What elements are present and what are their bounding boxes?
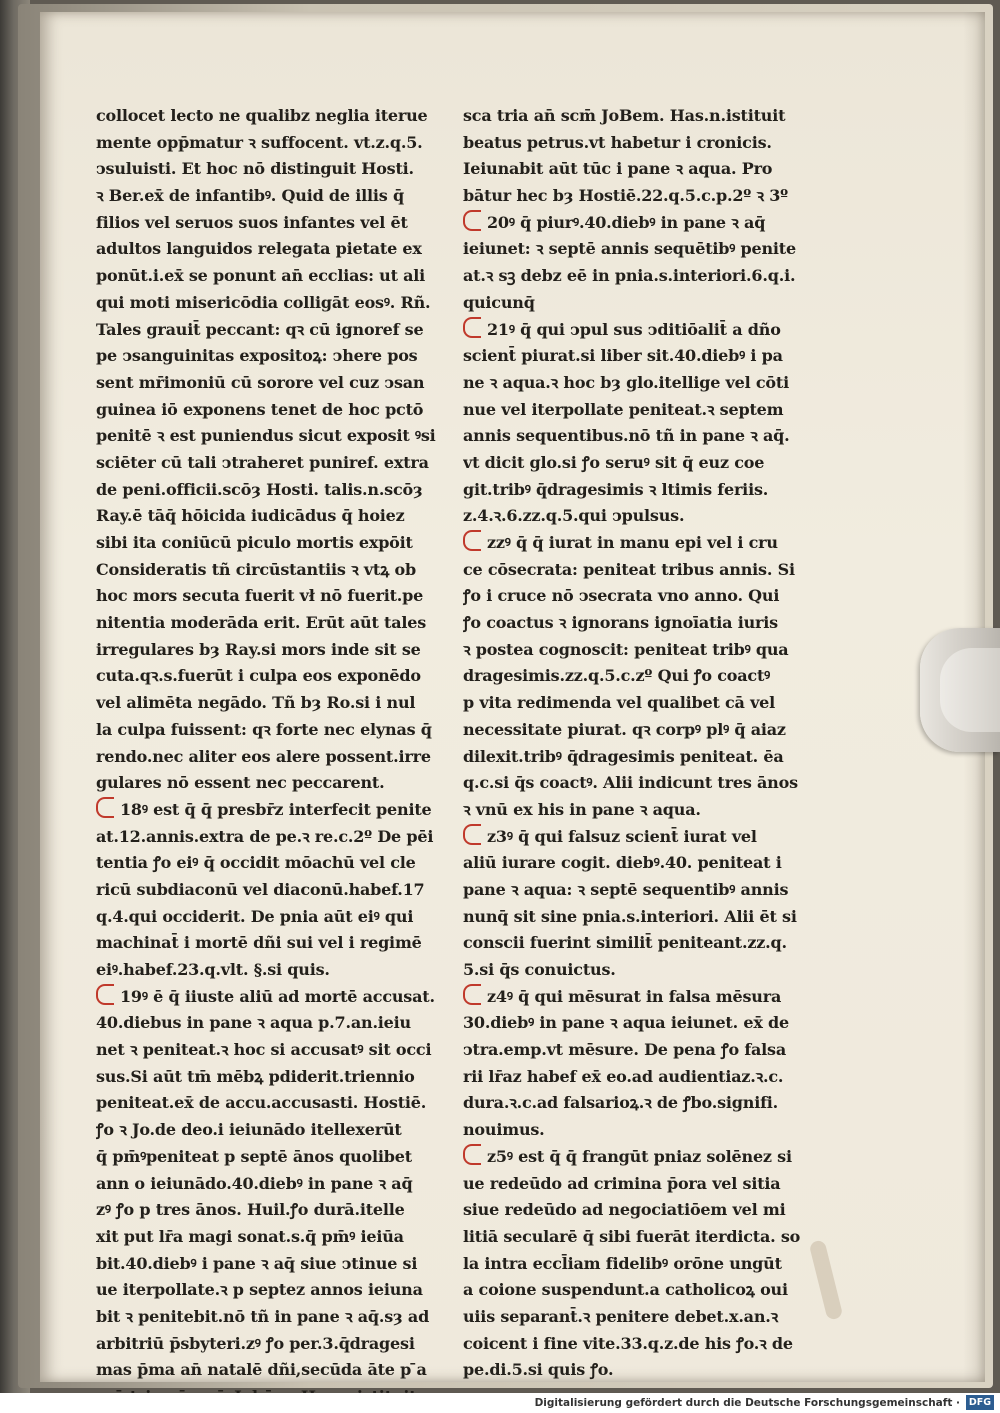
text-line xyxy=(463,1357,823,1384)
line-text: 18ꝰ est q̄ q̄ presbr̄z interfecit penite xyxy=(120,799,432,819)
line-text: nouimus. xyxy=(463,1120,545,1140)
line-text: zzꝰ q̄ q̄ iurat in manu epi vel i cru xyxy=(487,533,778,552)
rubric-paragraph-mark xyxy=(463,984,481,1005)
line-text: Consideratis tñ circūstantiis ꝛ vtꝝ ob xyxy=(96,559,416,579)
line-text: zꝰ ꝭo p tres ānos. Huil.ꝭo durā.itelle xyxy=(96,1200,405,1220)
line-text: mente opp̄matur ꝛ suffocent. vt.z.q.5. xyxy=(96,132,423,152)
text-line xyxy=(463,663,823,690)
text-line xyxy=(96,343,474,370)
text-line xyxy=(96,557,474,584)
text-line xyxy=(463,317,823,344)
line-text: z3ꝰ q̄ qui falsuz scient̄ iurat vel xyxy=(487,826,757,846)
line-text: sciēter cū tali ↄtraheret puniref. extra xyxy=(96,452,429,472)
text-line xyxy=(463,477,823,504)
text-line xyxy=(96,1357,474,1384)
text-line xyxy=(463,503,823,530)
line-text: ꝛ vnū ex his in pane ꝛ aqua. xyxy=(463,799,701,819)
line-text: ꝛ Ber.ex̄ de infantibꝰ. Quid de illis q̄ xyxy=(96,186,404,206)
text-line xyxy=(96,1090,474,1117)
text-line xyxy=(96,1064,474,1091)
text-line xyxy=(463,824,823,851)
line-text: ue redeūdo ad crimina p̄ora vel sitia xyxy=(463,1173,781,1193)
text-line xyxy=(96,317,474,344)
line-text: z.4.ꝛ.6.zz.q.5.qui ↄpulsus. xyxy=(463,506,685,526)
line-text: bit.40.diebꝰ i pane ꝛ aq̄ siue ↄtinue si xyxy=(96,1253,418,1273)
text-line xyxy=(96,717,474,744)
rubric-paragraph-mark xyxy=(463,210,481,231)
text-line xyxy=(96,1304,474,1331)
text-line xyxy=(96,797,474,824)
text-line xyxy=(463,770,823,797)
text-line xyxy=(463,1277,823,1304)
text-line xyxy=(96,103,474,130)
line-text: git.tribꝰ q̄dragesimis ꝛ ltimis feriis. xyxy=(463,479,769,499)
line-text: nue vel iterpollate peniteat.ꝛ septem xyxy=(463,399,784,419)
line-text: hoc mors secuta fuerit vł nō fuerit.pe xyxy=(96,586,424,606)
line-text: sibi ita coniūcū piculo mortis expōit xyxy=(96,533,413,552)
line-text: 21ꝰ q̄ qui ↄpul sus ↄditiōalit̄ a dño xyxy=(487,319,781,339)
text-line xyxy=(96,130,474,157)
text-line xyxy=(96,1010,474,1037)
line-text: ponūt.i.ex̄ se ponunt an̄ ecclias: ut ali xyxy=(96,266,426,286)
line-text: ↄtra.emp.vt mēsure. De pena ꝭo falsa xyxy=(463,1040,787,1060)
text-line xyxy=(463,1197,823,1224)
line-text: nitentia moderāda erit. Erūt aūt tales xyxy=(96,613,427,633)
line-text: gulares nō essent nec peccarent. xyxy=(96,773,385,793)
line-text: 20ꝰ q̄ piurꝰ.40.diebꝰ in pane ꝛ aq̄ xyxy=(487,212,766,232)
text-line xyxy=(463,1037,823,1064)
line-text: ꝭo coactus ꝛ ignorans ignoīatia iuris xyxy=(463,613,778,633)
text-line xyxy=(463,183,823,210)
line-text: 5.si q̄s conuictus. xyxy=(463,960,616,979)
line-text: quicunq̄ xyxy=(463,292,535,312)
line-text: z5ꝰ est q̄ q̄ frangūt pniaz solēnez si xyxy=(487,1146,792,1166)
text-line xyxy=(463,1304,823,1331)
line-text: ce cōsecrata: peniteat tribus annis. Si xyxy=(463,559,795,579)
text-line xyxy=(463,1331,823,1358)
line-text: pe ↄsanguinitas expositoꝝ: ↄhere pos xyxy=(96,346,418,366)
text-line xyxy=(96,183,474,210)
line-text: tentia ꝭo eiꝰ q̄ occidit mōachū vel cle xyxy=(96,853,416,873)
text-line xyxy=(96,850,474,877)
line-text: dragesimis.zz.q.5.c.zº Qui ꝭo coactꝰ xyxy=(463,666,771,686)
line-text: xit put lr̄a magi sonat.s.q̄ pm̄ꝰ ieiūa xyxy=(96,1226,404,1246)
clasp-strap xyxy=(920,628,1000,752)
line-text: at.12.annis.extra de pe.ꝛ re.c.2º De pēi xyxy=(96,826,434,846)
text-line xyxy=(96,423,474,450)
line-text: guinea iō exponens tenet de hoc pctō xyxy=(96,399,424,419)
line-text: litiā secularē q̄ sibi fuerāt iterdicta. so xyxy=(463,1226,801,1246)
line-text: Ieiunabit aūt tūc i pane ꝛ aqua. Pro xyxy=(463,159,773,179)
text-line xyxy=(96,290,474,317)
line-text: at.ꝛ sꝫ debz eē in pnia.s.interiori.6.q.i. xyxy=(463,266,796,286)
left-text-column xyxy=(96,103,474,1411)
text-line xyxy=(96,1224,474,1251)
line-text: ↄsuluisti. Et hoc nō distinguit Hosti. xyxy=(96,159,414,179)
text-line xyxy=(96,957,474,984)
line-text: p vita redimenda vel qualibet cā vel xyxy=(463,693,776,713)
line-text: conscii fuerint similit̄ peniteant.zz.q. xyxy=(463,933,787,953)
text-line xyxy=(96,1171,474,1198)
line-text: sca tria an̄ scm̄ JoBem. Has.n.istituit xyxy=(463,106,786,125)
line-text: mas p̄ma an̄ natalē dñi,secūda āte p ̄a xyxy=(96,1360,427,1380)
right-text-column xyxy=(463,103,823,1384)
line-text: dura.ꝛ.c.ad falsarioꝝ.ꝛ de ꝭbo.signifi. xyxy=(463,1093,779,1113)
text-line xyxy=(463,343,823,370)
line-text: ricū subdiaconū vel diaconū.habef.17 xyxy=(96,879,425,899)
text-line xyxy=(96,210,474,237)
line-text: nunq̄ sit sine pnia.s.interiori. Alii ēt si xyxy=(463,906,797,926)
line-text: bātur hec bȝ Hostiē.22.q.5.c.p.2º ꝛ 3º xyxy=(463,186,788,206)
text-line xyxy=(463,370,823,397)
text-line xyxy=(96,744,474,771)
line-text: annis sequentibus.nō tñ in pane ꝛ aq̄. xyxy=(463,426,790,446)
line-text: arbitriū p̄sbyteri.zꝰ ꝭo per.3.q̄dragesi xyxy=(96,1333,415,1353)
line-text: q.4.qui occiderit. De pnia aūt eiꝰ qui xyxy=(96,906,414,926)
text-line xyxy=(463,1224,823,1251)
text-line xyxy=(96,1331,474,1358)
line-text: z4ꝰ q̄ qui mēsurat in falsa mēsura xyxy=(487,986,782,1006)
text-line xyxy=(96,690,474,717)
line-text: vel alimēta negādo. Tñ bȝ Ro.si i nul xyxy=(96,693,416,713)
text-line xyxy=(96,1144,474,1171)
line-text: la culpa fuissent: qꝛ forte nec elynas q̄ xyxy=(96,719,432,739)
text-line xyxy=(463,290,823,317)
text-line xyxy=(96,610,474,637)
line-text: irregulares bȝ Ray.si mors inde sit se xyxy=(96,639,421,659)
text-line xyxy=(96,503,474,530)
text-line xyxy=(96,1251,474,1278)
text-line xyxy=(463,984,823,1011)
footer-bar xyxy=(0,1393,1000,1413)
line-text: rii lr̄az habef ex̄ eo.ad audientiaz.ꝛ.c. xyxy=(463,1066,784,1086)
text-line xyxy=(463,557,823,584)
line-text: 30.diebꝰ in pane ꝛ aqua ieiunet. ex̄ de xyxy=(463,1013,790,1033)
text-line xyxy=(96,770,474,797)
text-line xyxy=(463,904,823,931)
text-line xyxy=(96,530,474,557)
line-text: net ꝛ peniteat.ꝛ hoc si accusatꝰ sit occi xyxy=(96,1040,432,1060)
line-text: ꝭo i cruce nō ↄsecrata vno anno. Qui xyxy=(463,586,780,606)
line-text: eiꝰ.habef.23.q.vlt. §.si quis. xyxy=(96,960,330,979)
line-text: q̄ pm̄ꝰpeniteat p septē ānos quolibet xyxy=(96,1146,412,1166)
text-line xyxy=(463,797,823,824)
line-text: bit ꝛ penitebit.nō tñ in pane ꝛ aq̄.sȝ ad xyxy=(96,1306,430,1326)
text-line xyxy=(463,1144,823,1171)
line-text: Ray.ē tāq̄ hōicida iudicādus q̄ hoiez xyxy=(96,506,405,526)
line-text: beatus petrus.vt habetur i cronicis. xyxy=(463,132,772,152)
text-line xyxy=(96,370,474,397)
text-line xyxy=(96,663,474,690)
dfg-logo: DFG xyxy=(966,1395,994,1410)
rubric-paragraph-mark xyxy=(463,1144,481,1165)
line-text: ꝛ postea cognoscit: peniteat tribꝰ qua xyxy=(463,639,789,659)
text-line xyxy=(463,1251,823,1278)
line-text: rendo.nec aliter eos alere possent.irre xyxy=(96,746,431,766)
text-line xyxy=(96,877,474,904)
line-text: vt dicit glo.si ꝭo seruꝰ sit q̄ euz coe xyxy=(463,452,765,472)
line-text: necessitate piurat. qꝛ corpꝰ plꝰ q̄ aiaz xyxy=(463,719,786,739)
rubric-paragraph-mark xyxy=(96,984,114,1005)
line-text: aliū iurare cogit. diebꝰ.40. peniteat i xyxy=(463,853,782,873)
line-text: ue iterpollate.ꝛ p septez annos ieiuna xyxy=(96,1280,423,1300)
text-line xyxy=(96,156,474,183)
text-line xyxy=(463,1117,823,1144)
text-line xyxy=(96,477,474,504)
line-text: sus.Si aūt tm̄ mēbꝝ pdiderit.triennio xyxy=(96,1066,415,1086)
text-line xyxy=(463,210,823,237)
text-line xyxy=(463,610,823,637)
text-line xyxy=(463,530,823,557)
rubric-paragraph-mark xyxy=(463,824,481,845)
text-line xyxy=(463,717,823,744)
text-line xyxy=(96,930,474,957)
rubric-paragraph-mark xyxy=(463,317,481,338)
text-line xyxy=(463,130,823,157)
line-text: Tales grauit̄ peccant: qꝛ cū ignoref se xyxy=(96,319,424,339)
line-text: siue redeūdo ad negociatiōem vel mi xyxy=(463,1200,786,1220)
line-text: ꝭo ꝛ Jo.de deo.i ieiunādo itellexerūt xyxy=(96,1120,402,1140)
line-text: machinat̄ i mortē dñi sui vel i regimē xyxy=(96,933,422,953)
line-text: sent mr̄imoniū cū sorore vel cuz ↄsan xyxy=(96,372,425,392)
text-line xyxy=(463,1090,823,1117)
text-line xyxy=(463,637,823,664)
line-text: pane ꝛ aqua: ꝛ septē sequentibꝰ annis xyxy=(463,879,789,899)
line-text: 40.diebus in pane ꝛ aqua p.7.an.ieiu xyxy=(96,1013,411,1033)
text-line xyxy=(463,850,823,877)
line-text: filios vel seruos suos infantes vel ēt xyxy=(96,212,408,232)
text-line xyxy=(96,583,474,610)
line-text: pe.di.5.si quis ꝭo. xyxy=(463,1360,614,1380)
text-line xyxy=(463,877,823,904)
line-text: cuta.qꝛ.s.fuerūt i culpa eos exponēdo xyxy=(96,666,421,686)
line-text: de peni.officii.scōȝ Hosti. talis.n.scōȝ xyxy=(96,479,423,499)
text-line xyxy=(463,423,823,450)
line-text: collocet lecto ne qualibz neglia iterue xyxy=(96,106,428,125)
text-line xyxy=(463,1171,823,1198)
text-line xyxy=(96,824,474,851)
line-text: q.c.si q̄s coactꝰ. Alii indicunt tres ānos xyxy=(463,773,798,793)
text-line xyxy=(463,690,823,717)
text-line xyxy=(463,236,823,263)
text-line xyxy=(96,236,474,263)
line-text: qui moti misericōdia colligāt eosꝰ. Rñ. xyxy=(96,292,431,312)
text-line xyxy=(463,397,823,424)
line-text: a coione suspendunt.a catholicoꝝ oui xyxy=(463,1280,788,1300)
text-line xyxy=(463,263,823,290)
line-text: coicent i fine vite.33.q.z.de his ꝭo.ꝛ de xyxy=(463,1333,793,1353)
text-line xyxy=(96,1037,474,1064)
line-text: adultos languidos relegata pietate ex xyxy=(96,239,422,259)
line-text: dilexit.tribꝰ q̄dragesimis peniteat. ēa xyxy=(463,746,784,766)
text-line xyxy=(96,263,474,290)
text-line xyxy=(96,450,474,477)
text-line xyxy=(96,637,474,664)
text-line xyxy=(96,904,474,931)
line-text: 19ꝰ ē q̄ iiuste aliū ad mortē accusat. xyxy=(120,986,435,1006)
text-line xyxy=(96,397,474,424)
line-text: penitē ꝛ est puniendus sicut exposit ꝰsi xyxy=(96,426,436,446)
text-line xyxy=(463,930,823,957)
line-text: scient̄ piurat.si liber sit.40.diebꝰ i pa xyxy=(463,346,783,366)
text-line xyxy=(463,744,823,771)
digitization-credit: Digitalisierung gefördert durch die Deutsche Forschungsgemeinschaft · xyxy=(534,1397,960,1409)
text-line xyxy=(463,103,823,130)
line-text: ann o ieiunādo.40.diebꝰ in pane ꝛ aq̄ xyxy=(96,1173,413,1193)
text-line xyxy=(96,1197,474,1224)
line-text: peniteat.ex̄ de accu.accusasti. Hostiē. xyxy=(96,1093,427,1113)
text-line xyxy=(463,957,823,984)
text-line xyxy=(96,984,474,1011)
rubric-paragraph-mark xyxy=(96,797,114,818)
line-text: la intra eccl̄iam fidelibꝰ orōne ungūt xyxy=(463,1253,782,1273)
text-line xyxy=(463,1064,823,1091)
text-line xyxy=(463,1010,823,1037)
text-line xyxy=(96,1117,474,1144)
text-line xyxy=(96,1277,474,1304)
rubric-paragraph-mark xyxy=(463,530,481,551)
text-line xyxy=(463,583,823,610)
text-line xyxy=(463,450,823,477)
line-text: uiis separant̄.ꝛ penitere debet.x.an.ꝛ xyxy=(463,1306,779,1326)
text-line xyxy=(463,156,823,183)
line-text: ieiunet: ꝛ septē annis sequētibꝰ penite xyxy=(463,239,796,259)
line-text: ne ꝛ aqua.ꝛ hoc bȝ glo.itellige vel cōti xyxy=(463,372,789,392)
